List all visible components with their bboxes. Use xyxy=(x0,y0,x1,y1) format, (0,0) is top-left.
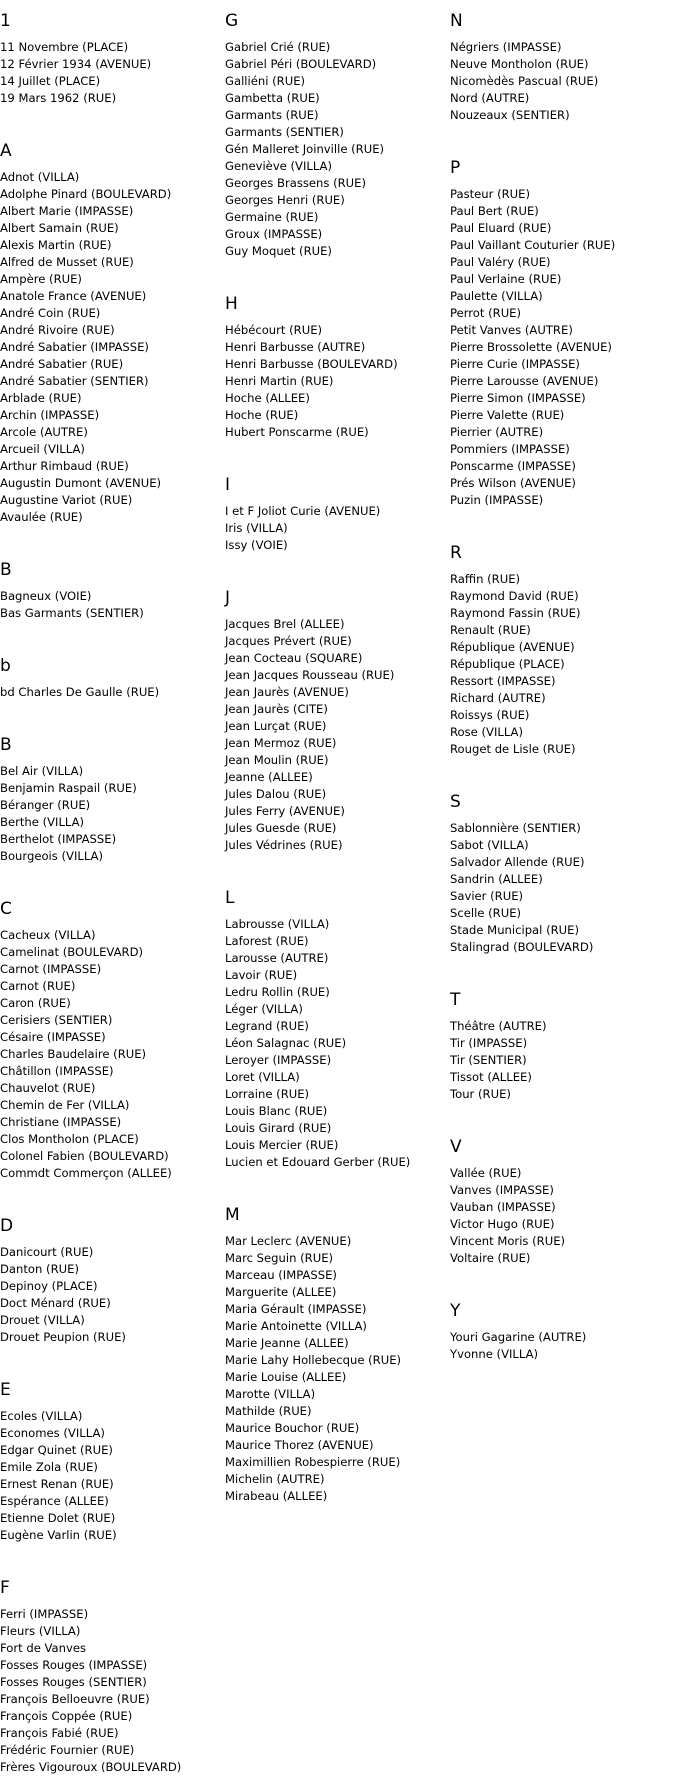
street-entry: Paul Eluard (RUE) xyxy=(450,221,552,235)
street-entry: Hoche (ALLEE) xyxy=(225,391,310,405)
street-entry: François Fabié (RUE) xyxy=(0,1726,119,1740)
street-entry: Carnot (RUE) xyxy=(0,979,76,993)
street-entry: Ernest Renan (RUE) xyxy=(0,1477,114,1491)
street-entry: Doct Ménard (RUE) xyxy=(0,1296,111,1310)
street-entry: François Belloeuvre (RUE) xyxy=(0,1692,150,1706)
street-entry: Drouet (VILLA) xyxy=(0,1313,85,1327)
street-entry: Jules Védrines (RUE) xyxy=(225,838,343,852)
street-entry: Legrand (RUE) xyxy=(225,1019,309,1033)
section-letter-heading: A xyxy=(0,141,12,161)
street-entry: Avaulée (RUE) xyxy=(0,510,83,524)
street-entry: Paul Verlaine (RUE) xyxy=(450,272,562,286)
street-entry: Economes (VILLA) xyxy=(0,1426,105,1440)
street-entry: Henri Martin (RUE) xyxy=(225,374,334,388)
street-entry: Hébécourt (RUE) xyxy=(225,323,323,337)
street-entry: Jean Mermoz (RUE) xyxy=(225,736,337,750)
street-entry: Pasteur (RUE) xyxy=(450,187,531,201)
street-entry: Rose (VILLA) xyxy=(450,725,523,739)
street-entry: Négriers (IMPASSE) xyxy=(450,40,562,54)
street-entry: Chauvelot (RUE) xyxy=(0,1081,96,1095)
section-letter-heading: N xyxy=(450,11,463,31)
street-entry: Jean Jaurès (CITE) xyxy=(225,702,328,716)
street-list xyxy=(225,322,447,441)
street-list xyxy=(450,571,675,758)
section-spacer xyxy=(225,854,447,877)
street-list xyxy=(0,1408,222,1544)
street-entry: Maximillien Robespierre (RUE) xyxy=(225,1455,401,1469)
street-entry: Paul Valéry (RUE) xyxy=(450,255,551,269)
street-entry: Ampère (RUE) xyxy=(0,272,82,286)
street-entry: Léon Salagnac (RUE) xyxy=(225,1036,347,1050)
letter-section xyxy=(225,475,447,577)
street-entry: Jacques Brel (ALLEE) xyxy=(225,617,345,631)
street-entry: Marguerite (ALLEE) xyxy=(225,1285,337,1299)
street-entry: Eugène Varlin (RUE) xyxy=(0,1528,117,1542)
street-entry: Marotte (VILLA) xyxy=(225,1387,316,1401)
letter-section xyxy=(0,1380,222,1567)
section-spacer xyxy=(0,1544,222,1567)
street-list xyxy=(0,1606,222,1776)
street-entry: Richard (AUTRE) xyxy=(450,691,546,705)
street-entry: Tissot (ALLEE) xyxy=(450,1070,532,1084)
street-entry: Colonel Fabien (BOULEVARD) xyxy=(0,1149,169,1163)
letter-section xyxy=(225,294,447,464)
street-entry: Pierrier (AUTRE) xyxy=(450,425,544,439)
street-list xyxy=(0,39,222,107)
street-entry: Voltaire (RUE) xyxy=(450,1251,531,1265)
street-entry: Gén Malleret Joinville (RUE) xyxy=(225,142,385,156)
street-entry: Laforest (RUE) xyxy=(225,934,309,948)
street-entry: Frères Vigouroux (BOULEVARD) xyxy=(0,1760,182,1774)
street-entry: Michelin (AUTRE) xyxy=(225,1472,325,1486)
street-entry: Vauban (IMPASSE) xyxy=(450,1200,556,1214)
street-entry: Perrot (RUE) xyxy=(450,306,522,320)
street-entry: Clos Montholon (PLACE) xyxy=(0,1132,139,1146)
street-entry: Stade Municipal (RUE) xyxy=(450,923,579,937)
street-entry: Nord (AUTRE) xyxy=(450,91,530,105)
street-entry: Jules Dalou (RUE) xyxy=(225,787,327,801)
street-entry: Camelinat (BOULEVARD) xyxy=(0,945,144,959)
section-spacer xyxy=(0,1346,222,1369)
street-entry: Albert Samain (RUE) xyxy=(0,221,119,235)
letter-section xyxy=(225,588,447,877)
street-entry: André Sabatier (SENTIER) xyxy=(0,374,149,388)
street-entry: Ponscarme (IMPASSE) xyxy=(450,459,576,473)
street-entry: Albert Marie (IMPASSE) xyxy=(0,204,134,218)
street-entry: Nouzeaux (SENTIER) xyxy=(450,108,570,122)
street-entry: Paulette (VILLA) xyxy=(450,289,543,303)
street-entry: Iris (VILLA) xyxy=(225,521,288,535)
street-list xyxy=(0,169,222,526)
street-entry: Garmants (SENTIER) xyxy=(225,125,344,139)
street-entry: Sablonnière (SENTIER) xyxy=(450,821,581,835)
section-letter-heading: F xyxy=(0,1578,10,1598)
street-entry: Tour (RUE) xyxy=(450,1087,511,1101)
street-entry: Vanves (IMPASSE) xyxy=(450,1183,554,1197)
street-entry: Frédéric Fournier (RUE) xyxy=(0,1743,135,1757)
street-entry: Louis Blanc (RUE) xyxy=(225,1104,328,1118)
street-entry: Bas Garmants (SENTIER) xyxy=(0,606,144,620)
letter-section xyxy=(225,1205,447,1505)
street-entry: Christiane (IMPASSE) xyxy=(0,1115,122,1129)
street-entry: Geneviève (VILLA) xyxy=(225,159,333,173)
street-entry: Galliéni (RUE) xyxy=(225,74,306,88)
street-entry: bd Charles De Gaulle (RUE) xyxy=(0,685,160,699)
section-spacer xyxy=(225,1171,447,1194)
street-entry: Pierre Larousse (AVENUE) xyxy=(450,374,599,388)
street-entry: André Rivoire (RUE) xyxy=(0,323,115,337)
street-list xyxy=(0,763,222,865)
street-entry: I et F Joliot Curie (AVENUE) xyxy=(225,504,381,518)
street-entry: Marie Louise (ALLEE) xyxy=(225,1370,347,1384)
street-entry: Carnot (IMPASSE) xyxy=(0,962,102,976)
street-entry: Paul Vaillant Couturier (RUE) xyxy=(450,238,616,252)
street-entry: Raffin (RUE) xyxy=(450,572,521,586)
street-entry: Sabot (VILLA) xyxy=(450,838,529,852)
letter-section xyxy=(225,888,447,1194)
street-list xyxy=(450,39,675,124)
street-entry: André Sabatier (IMPASSE) xyxy=(0,340,149,354)
section-letter-heading: M xyxy=(225,1205,240,1225)
street-entry: Labrousse (VILLA) xyxy=(225,917,330,931)
street-entry: Vallée (RUE) xyxy=(450,1166,522,1180)
street-entry: Danicourt (RUE) xyxy=(0,1245,94,1259)
street-entry: 12 Février 1934 (AVENUE) xyxy=(0,57,152,71)
section-letter-heading: E xyxy=(0,1380,11,1400)
street-entry: Pommiers (IMPASSE) xyxy=(450,442,570,456)
section-letter-heading: H xyxy=(225,294,238,314)
section-spacer xyxy=(225,260,447,283)
street-entry: Béranger (RUE) xyxy=(0,798,91,812)
street-entry: Henri Barbusse (BOULEVARD) xyxy=(225,357,398,371)
street-entry: Germaine (RUE) xyxy=(225,210,319,224)
street-entry: Prés Wilson (AVENUE) xyxy=(450,476,576,490)
street-entry: Jules Ferry (AVENUE) xyxy=(225,804,345,818)
section-spacer xyxy=(225,441,447,464)
street-list xyxy=(0,588,222,622)
section-spacer xyxy=(0,865,222,888)
street-entry: André Sabatier (RUE) xyxy=(0,357,124,371)
section-spacer xyxy=(0,526,222,549)
street-entry: Adolphe Pinard (BOULEVARD) xyxy=(0,187,172,201)
street-entry: Fosses Rouges (IMPASSE) xyxy=(0,1658,148,1672)
street-entry: Issy (VOIE) xyxy=(225,538,288,552)
section-letter-heading: C xyxy=(0,899,12,919)
street-entry: Jean Jaurès (AVENUE) xyxy=(225,685,349,699)
street-entry: Raymond David (RUE) xyxy=(450,589,579,603)
section-letter-heading: V xyxy=(450,1137,462,1157)
street-list xyxy=(225,503,447,554)
street-entry: Henri Barbusse (AUTRE) xyxy=(225,340,366,354)
street-entry: Marceau (IMPASSE) xyxy=(225,1268,337,1282)
street-list xyxy=(450,186,675,509)
street-entry: Etienne Dolet (RUE) xyxy=(0,1511,116,1525)
street-entry: Louis Mercier (RUE) xyxy=(225,1138,339,1152)
section-letter-heading: L xyxy=(225,888,235,908)
street-entry: Benjamin Raspail (RUE) xyxy=(0,781,137,795)
street-entry: Victor Hugo (RUE) xyxy=(450,1217,555,1231)
street-entry: Savier (RUE) xyxy=(450,889,524,903)
letter-section xyxy=(450,990,675,1126)
street-entry: Scelle (RUE) xyxy=(450,906,522,920)
section-letter-heading: Y xyxy=(450,1301,461,1321)
street-entry: Maria Gérault (IMPASSE) xyxy=(225,1302,367,1316)
section-letter-heading: G xyxy=(225,11,239,31)
street-entry: Sandrin (ALLEE) xyxy=(450,872,543,886)
street-entry: Garmants (RUE) xyxy=(225,108,319,122)
section-letter-heading: D xyxy=(0,1216,14,1236)
street-entry: Tir (IMPASSE) xyxy=(450,1036,528,1050)
street-entry: Adnot (VILLA) xyxy=(0,170,80,184)
street-entry: Arcole (AUTRE) xyxy=(0,425,88,439)
letter-section xyxy=(0,899,222,1205)
street-entry: Césaire (IMPASSE) xyxy=(0,1030,106,1044)
street-entry: Pierre Brossolette (AVENUE) xyxy=(450,340,612,354)
street-entry: République (AVENUE) xyxy=(450,640,575,654)
letter-section xyxy=(450,1137,675,1290)
section-spacer xyxy=(450,124,675,147)
street-entry: Mirabeau (ALLEE) xyxy=(225,1489,328,1503)
street-entry: Larousse (AUTRE) xyxy=(225,951,329,965)
street-entry: Rouget de Lisle (RUE) xyxy=(450,742,576,756)
street-entry: Youri Gagarine (AUTRE) xyxy=(450,1330,587,1344)
letter-section xyxy=(0,560,222,645)
street-list xyxy=(450,1165,675,1267)
street-entry: Renault (RUE) xyxy=(450,623,531,637)
street-entry: Maurice Bouchor (RUE) xyxy=(225,1421,360,1435)
street-entry: Jules Guesde (RUE) xyxy=(225,821,337,835)
street-entry: Guy Moquet (RUE) xyxy=(225,244,332,258)
street-entry: Paul Bert (RUE) xyxy=(450,204,539,218)
section-spacer xyxy=(450,956,675,979)
street-entry: Berthelot (IMPASSE) xyxy=(0,832,117,846)
street-entry: Gambetta (RUE) xyxy=(225,91,320,105)
street-entry: 11 Novembre (PLACE) xyxy=(0,40,129,54)
section-letter-heading: B xyxy=(0,735,12,755)
street-entry: Neuve Montholon (RUE) xyxy=(450,57,589,71)
street-entry: Tir (SENTIER) xyxy=(450,1053,527,1067)
street-entry: Anatole France (AVENUE) xyxy=(0,289,147,303)
street-entry: Arblade (RUE) xyxy=(0,391,82,405)
street-list xyxy=(0,1244,222,1346)
street-entry: Hoche (RUE) xyxy=(225,408,299,422)
section-letter-heading: S xyxy=(450,792,461,812)
street-entry: Ledru Rollin (RUE) xyxy=(225,985,330,999)
street-entry: Théâtre (AUTRE) xyxy=(450,1019,547,1033)
street-entry: 14 Juillet (PLACE) xyxy=(0,74,101,88)
street-entry: Fleurs (VILLA) xyxy=(0,1624,81,1638)
street-entry: Raymond Fassin (RUE) xyxy=(450,606,581,620)
street-entry: Puzin (IMPASSE) xyxy=(450,493,544,507)
street-entry: Léger (VILLA) xyxy=(225,1002,303,1016)
letter-section xyxy=(450,543,675,781)
street-entry: Chemin de Fer (VILLA) xyxy=(0,1098,130,1112)
street-entry: Roissys (RUE) xyxy=(450,708,530,722)
street-entry: Fosses Rouges (SENTIER) xyxy=(0,1675,147,1689)
street-list xyxy=(450,1018,675,1103)
street-entry: Gabriel Crié (RUE) xyxy=(225,40,331,54)
street-entry: Bel Air (VILLA) xyxy=(0,764,84,778)
street-entry: Jean Cocteau (SQUARE) xyxy=(225,651,363,665)
street-entry: Marie Jeanne (ALLEE) xyxy=(225,1336,349,1350)
street-entry: Marie Lahy Hollebecque (RUE) xyxy=(225,1353,402,1367)
street-entry: Mathilde (RUE) xyxy=(225,1404,312,1418)
street-entry: Espérance (ALLEE) xyxy=(0,1494,109,1508)
street-entry: Alfred de Musset (RUE) xyxy=(0,255,134,269)
street-list xyxy=(225,39,447,260)
street-entry: Pierre Simon (IMPASSE) xyxy=(450,391,586,405)
street-entry: Pierre Valette (RUE) xyxy=(450,408,565,422)
street-entry: Maurice Thorez (AVENUE) xyxy=(225,1438,374,1452)
street-entry: Jean Lurçat (RUE) xyxy=(225,719,327,733)
street-entry: Nicomèdès Pascual (RUE) xyxy=(450,74,599,88)
street-entry: 19 Mars 1962 (RUE) xyxy=(0,91,117,105)
street-entry: Gabriel Péri (BOULEVARD) xyxy=(225,57,377,71)
street-entry: Jeanne (ALLEE) xyxy=(225,770,313,784)
letter-section xyxy=(0,1578,222,1776)
section-letter-heading: R xyxy=(450,543,462,563)
section-spacer xyxy=(450,758,675,781)
street-entry: Petit Vanves (AUTRE) xyxy=(450,323,573,337)
street-entry: Stalingrad (BOULEVARD) xyxy=(450,940,594,954)
street-entry: Groux (IMPASSE) xyxy=(225,227,323,241)
street-entry: François Coppée (RUE) xyxy=(0,1709,133,1723)
street-entry: Fort de Vanves xyxy=(0,1641,87,1655)
street-entry: Augustine Variot (RUE) xyxy=(0,493,133,507)
street-list xyxy=(450,1329,675,1363)
street-entry: Jean Moulin (RUE) xyxy=(225,753,329,767)
street-entry: Augustin Dumont (AVENUE) xyxy=(0,476,162,490)
section-spacer xyxy=(225,554,447,577)
section-spacer xyxy=(450,1267,675,1290)
street-entry: Berthe (VILLA) xyxy=(0,815,85,829)
street-entry: Ressort (IMPASSE) xyxy=(450,674,556,688)
directory-column-2 xyxy=(225,0,447,1505)
street-entry: Drouet Peupion (RUE) xyxy=(0,1330,126,1344)
street-entry: Lavoir (RUE) xyxy=(225,968,298,982)
street-entry: Marc Seguin (RUE) xyxy=(225,1251,334,1265)
street-list xyxy=(225,616,447,854)
section-spacer xyxy=(0,1182,222,1205)
street-entry: Arcueil (VILLA) xyxy=(0,442,85,456)
street-entry: Edgar Quinet (RUE) xyxy=(0,1443,113,1457)
street-entry: Loret (VILLA) xyxy=(225,1070,300,1084)
street-entry: Leroyer (IMPASSE) xyxy=(225,1053,332,1067)
street-entry: Georges Henri (RUE) xyxy=(225,193,345,207)
street-entry: Georges Brassens (RUE) xyxy=(225,176,367,190)
street-entry: Lorraine (RUE) xyxy=(225,1087,310,1101)
street-entry: Danton (RUE) xyxy=(0,1262,79,1276)
letter-section xyxy=(0,141,222,549)
section-letter-heading: I xyxy=(225,475,231,495)
street-entry: Jacques Prévert (RUE) xyxy=(225,634,352,648)
street-entry: Bourgeois (VILLA) xyxy=(0,849,104,863)
street-list xyxy=(450,820,675,956)
letter-section xyxy=(225,11,447,283)
directory-column-1 xyxy=(0,0,222,1776)
section-letter-heading: J xyxy=(225,588,231,608)
street-entry: Lucien et Edouard Gerber (RUE) xyxy=(225,1155,411,1169)
street-entry: Charles Baudelaire (RUE) xyxy=(0,1047,147,1061)
section-letter-heading: B xyxy=(0,560,12,580)
street-entry: Commdt Commerçon (ALLEE) xyxy=(0,1166,172,1180)
street-entry: Emile Zola (RUE) xyxy=(0,1460,98,1474)
letter-section xyxy=(0,1216,222,1369)
section-letter-heading: T xyxy=(450,990,461,1010)
street-entry: Salvador Allende (RUE) xyxy=(450,855,585,869)
letter-section xyxy=(0,11,222,130)
letter-section xyxy=(450,1301,675,1363)
section-letter-heading: b xyxy=(0,656,11,676)
street-entry: Archin (IMPASSE) xyxy=(0,408,100,422)
street-entry: Louis Girard (RUE) xyxy=(225,1121,332,1135)
street-entry: Arthur Rimbaud (RUE) xyxy=(0,459,129,473)
letter-section xyxy=(450,11,675,147)
street-entry: Pierre Curie (IMPASSE) xyxy=(450,357,580,371)
street-entry: République (PLACE) xyxy=(450,657,565,671)
street-entry: Marie Antoinette (VILLA) xyxy=(225,1319,367,1333)
section-spacer xyxy=(450,509,675,532)
street-entry: Alexis Martin (RUE) xyxy=(0,238,112,252)
street-entry: Ecoles (VILLA) xyxy=(0,1409,83,1423)
street-list xyxy=(225,916,447,1171)
street-entry: Jean Jacques Rousseau (RUE) xyxy=(225,668,395,682)
street-entry: Yvonne (VILLA) xyxy=(450,1347,539,1361)
section-spacer xyxy=(450,1103,675,1126)
section-spacer xyxy=(0,701,222,724)
street-entry: Bagneux (VOIE) xyxy=(0,589,92,603)
directory-column-3 xyxy=(450,0,675,1363)
street-entry: Caron (RUE) xyxy=(0,996,71,1010)
section-letter-heading: 1 xyxy=(0,11,11,31)
letter-section xyxy=(0,735,222,888)
street-entry: Depinoy (PLACE) xyxy=(0,1279,98,1293)
street-entry: Cerisiers (SENTIER) xyxy=(0,1013,113,1027)
street-list xyxy=(0,684,222,701)
street-list xyxy=(225,1233,447,1505)
section-spacer xyxy=(0,107,222,130)
street-entry: Hubert Ponscarme (RUE) xyxy=(225,425,369,439)
street-entry: Mar Leclerc (AVENUE) xyxy=(225,1234,352,1248)
section-letter-heading: P xyxy=(450,158,461,178)
section-spacer xyxy=(0,622,222,645)
street-list xyxy=(0,927,222,1182)
letter-section xyxy=(450,792,675,979)
letter-section xyxy=(0,656,222,724)
street-entry: André Coin (RUE) xyxy=(0,306,101,320)
street-entry: Vincent Moris (RUE) xyxy=(450,1234,566,1248)
letter-section xyxy=(450,158,675,532)
street-entry: Ferri (IMPASSE) xyxy=(0,1607,89,1621)
street-entry: Châtillon (IMPASSE) xyxy=(0,1064,114,1078)
street-entry: Cacheux (VILLA) xyxy=(0,928,96,942)
